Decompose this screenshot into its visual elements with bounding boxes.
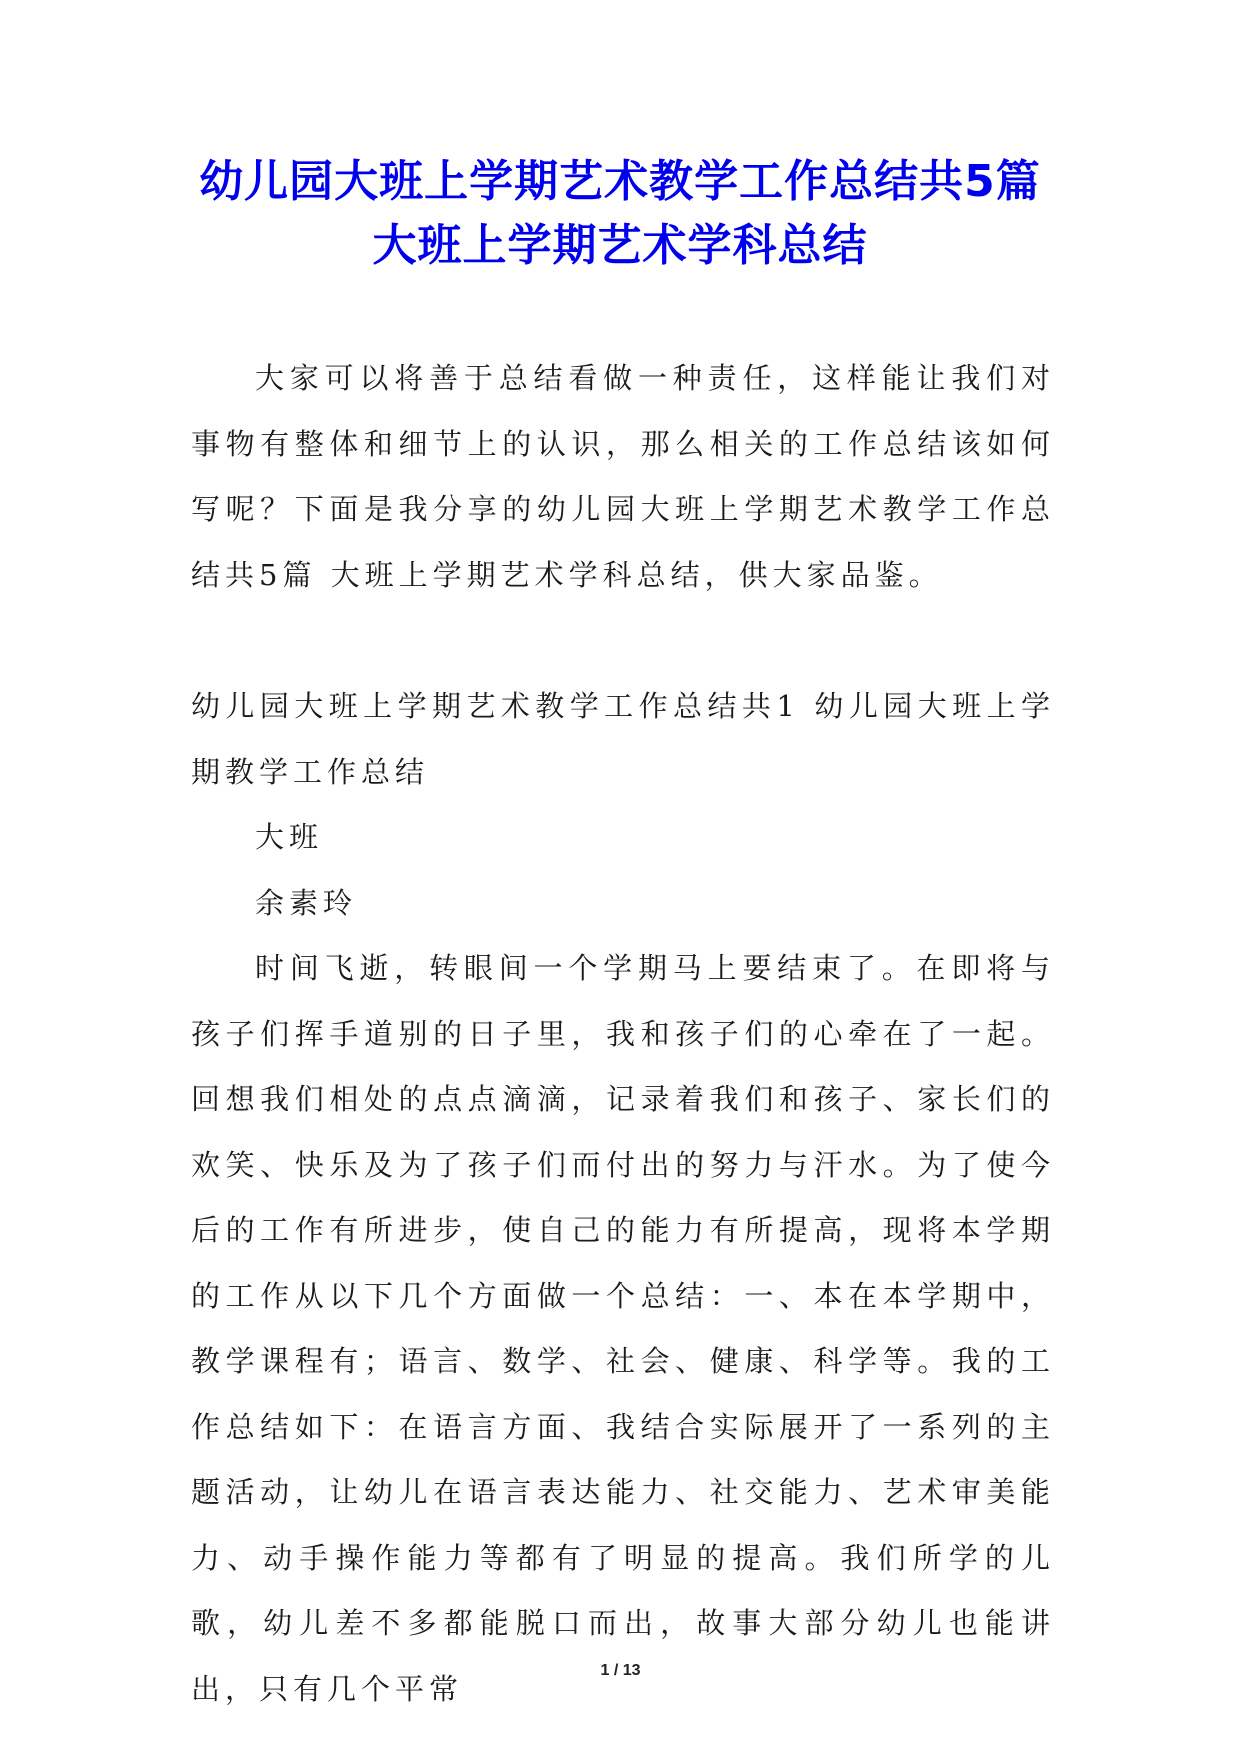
document-title <box>190 150 1050 278</box>
paragraph-spacer <box>191 608 1055 674</box>
body-paragraph: 时间飞逝，转眼间一个学期马上要结束了。在即将与孩子们挥手道别的日子里，我和孩子们的心牵在了一起。回想我们相处的点点滴滴，记录着我们和孩子、家长们的欢笑、快乐及为了孩子们而付出的努力与汗水。为了使今后的工作有所进步，使自己的能力有所提高，现将本学期的工作从以下几个方面做一个总结：一、本在本学期中，教学课程有；语言、数学、社会、健康、科学等。我的工作总结如下：在语言方面、我结合实际展开了一系列的主题活动，让幼儿在语言表达能力、社交能力、艺术审美能力、动手操作能力等都有了明显的提高。我们所学的儿歌，幼儿差不多都能脱口而出，故事大部分幼儿也能讲出，只有几个平常 <box>191 951 1055 1706</box>
class-label: 大班 <box>255 820 324 854</box>
document-body <box>191 346 1055 1722</box>
intro-paragraph: 大家可以将善于总结看做一种责任，这样能让我们对事物有整体和细节上的认识，那么相关的工作总结该如何写呢？下面是我分享的幼儿园大班上学期艺术教学工作总结共5篇 大班上学期艺术学科总结，供大家品鉴。 <box>191 361 1055 592</box>
page-indicator: 1 / 13 <box>600 1662 641 1679</box>
title-line-2: 大班上学期艺术学科总结 <box>372 220 868 271</box>
author-name: 余素玲 <box>255 885 358 920</box>
title-line-1: 幼儿园大班上学期艺术教学工作总结共5篇 <box>199 156 1041 207</box>
section-heading: 幼儿园大班上学期艺术教学工作总结共1 幼儿园大班上学期教学工作总结 <box>191 689 1055 789</box>
